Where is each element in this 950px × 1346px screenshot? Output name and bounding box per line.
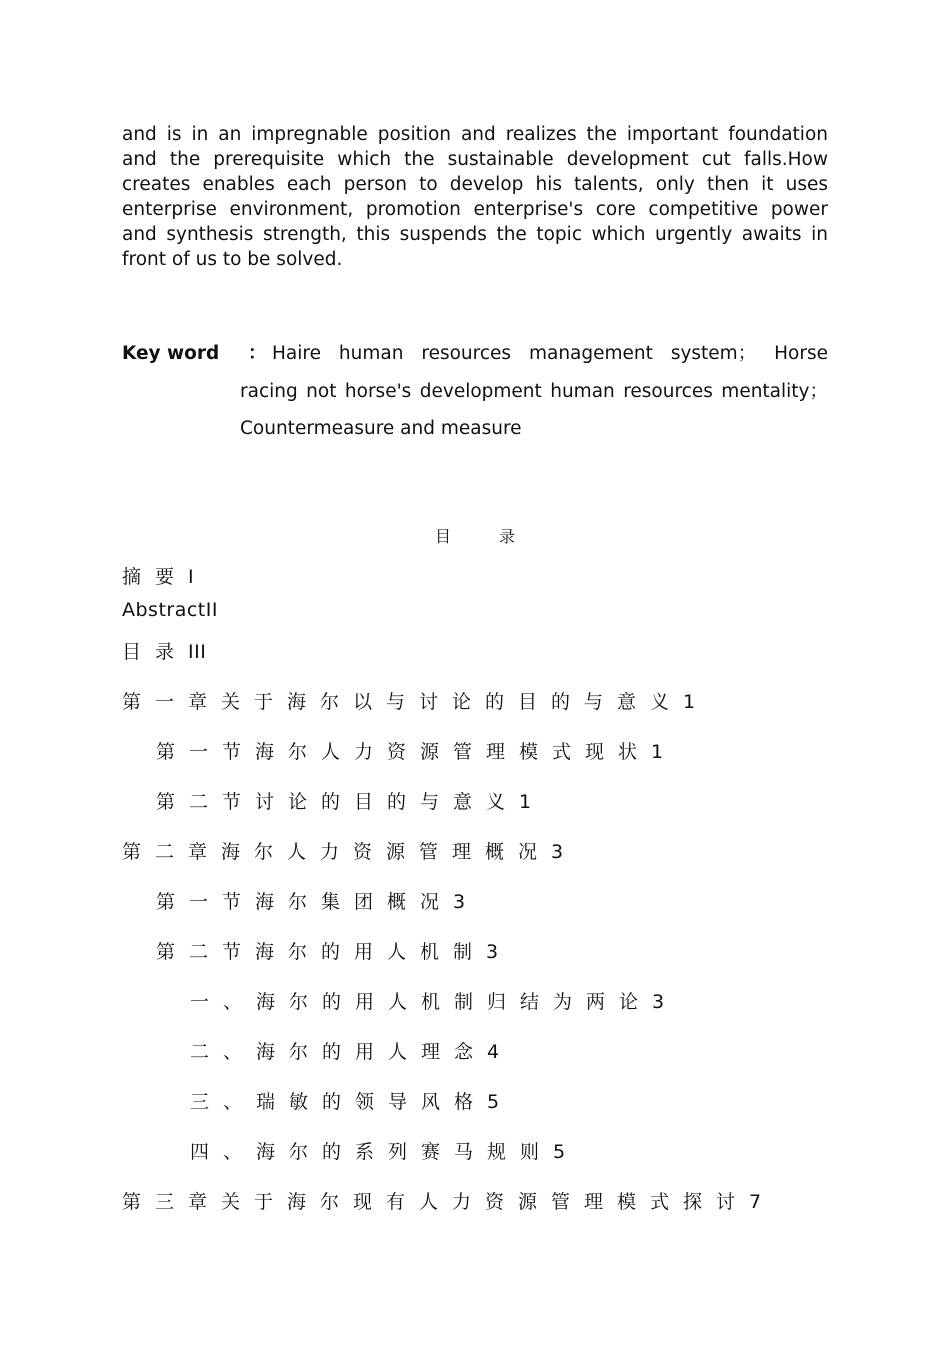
toc-entry-page: 7 <box>749 1191 762 1213</box>
toc-entry <box>156 787 532 814</box>
toc-entry <box>190 1087 500 1114</box>
toc-entry-label: Abstract <box>122 599 206 621</box>
toc-entry-label: 三、瑞敏的领导风格 <box>190 1091 488 1113</box>
toc-entry-page: 1 <box>651 741 664 763</box>
toc-entry-page: 1 <box>519 791 532 813</box>
toc-title: 目录 <box>434 527 563 546</box>
toc-entry-label: 第一节海尔集团概况 <box>156 891 454 913</box>
toc-entry-label: 一、海尔的用人机制归结为两论 <box>190 991 653 1013</box>
toc-entry <box>122 562 194 589</box>
abstract-paragraph: and is in an impregnable position and realizes the important foundation and the prerequisite which the sustainable development cut falls.How creates enables each person to develop his talents, only then it uses enterprise environment, promotion enterprise's core competitive power and synthesis strength, this suspends the topic which urgently awaits in front of us to be solved. <box>122 124 828 270</box>
toc-entry-label: 第二节海尔的用人机制 <box>156 941 487 963</box>
toc-entry-page: 3 <box>652 991 665 1013</box>
toc-entry <box>190 987 665 1014</box>
toc-entry-page: II <box>205 599 218 621</box>
keywords-colon: ： <box>248 343 267 364</box>
toc-entry <box>122 1187 762 1214</box>
toc-entry-page: 3 <box>551 841 564 863</box>
toc-entry-page: 5 <box>553 1141 566 1163</box>
toc-entry-label: 第二节讨论的目的与意义 <box>156 791 520 813</box>
toc-entry <box>122 687 696 714</box>
toc-entry <box>190 1137 566 1164</box>
keywords-text: Haire human resources management system； Horse racing not horse's development human resources mentality； Countermeasure and measure <box>240 343 828 439</box>
toc-entry-page: 3 <box>453 891 466 913</box>
toc-entry-label: 摘要 <box>122 566 189 588</box>
toc-entry <box>156 937 499 964</box>
toc-entry-page: III <box>188 641 207 663</box>
toc-entry-label: 第一章关于海尔以与讨论的目的与意义 <box>122 691 684 713</box>
keywords-label: Key word <box>122 343 220 364</box>
toc-entry-page: 5 <box>487 1091 500 1113</box>
toc-entry-label: 第二章海尔人力资源管理概况 <box>122 841 552 863</box>
toc-entry-label: 二、海尔的用人理念 <box>190 1041 488 1063</box>
toc-entry <box>122 637 206 664</box>
toc-entry <box>122 599 218 621</box>
toc-entry-label: 目录 <box>122 641 189 663</box>
toc-entry-page: 1 <box>683 691 696 713</box>
toc-entry-page: 4 <box>487 1041 500 1063</box>
toc-entry-page: 3 <box>486 941 499 963</box>
toc-entry-label: 第三章关于海尔现有人力资源管理模式探讨 <box>122 1191 750 1213</box>
toc-entry <box>122 837 564 864</box>
toc-entry <box>156 887 466 914</box>
toc-entry-page: I <box>188 566 195 588</box>
toc-entry-label: 四、海尔的系列赛马规则 <box>190 1141 554 1163</box>
toc-entry <box>190 1037 500 1064</box>
toc-entry <box>156 737 664 764</box>
toc-entry-label: 第一节海尔人力资源管理模式现状 <box>156 741 652 763</box>
